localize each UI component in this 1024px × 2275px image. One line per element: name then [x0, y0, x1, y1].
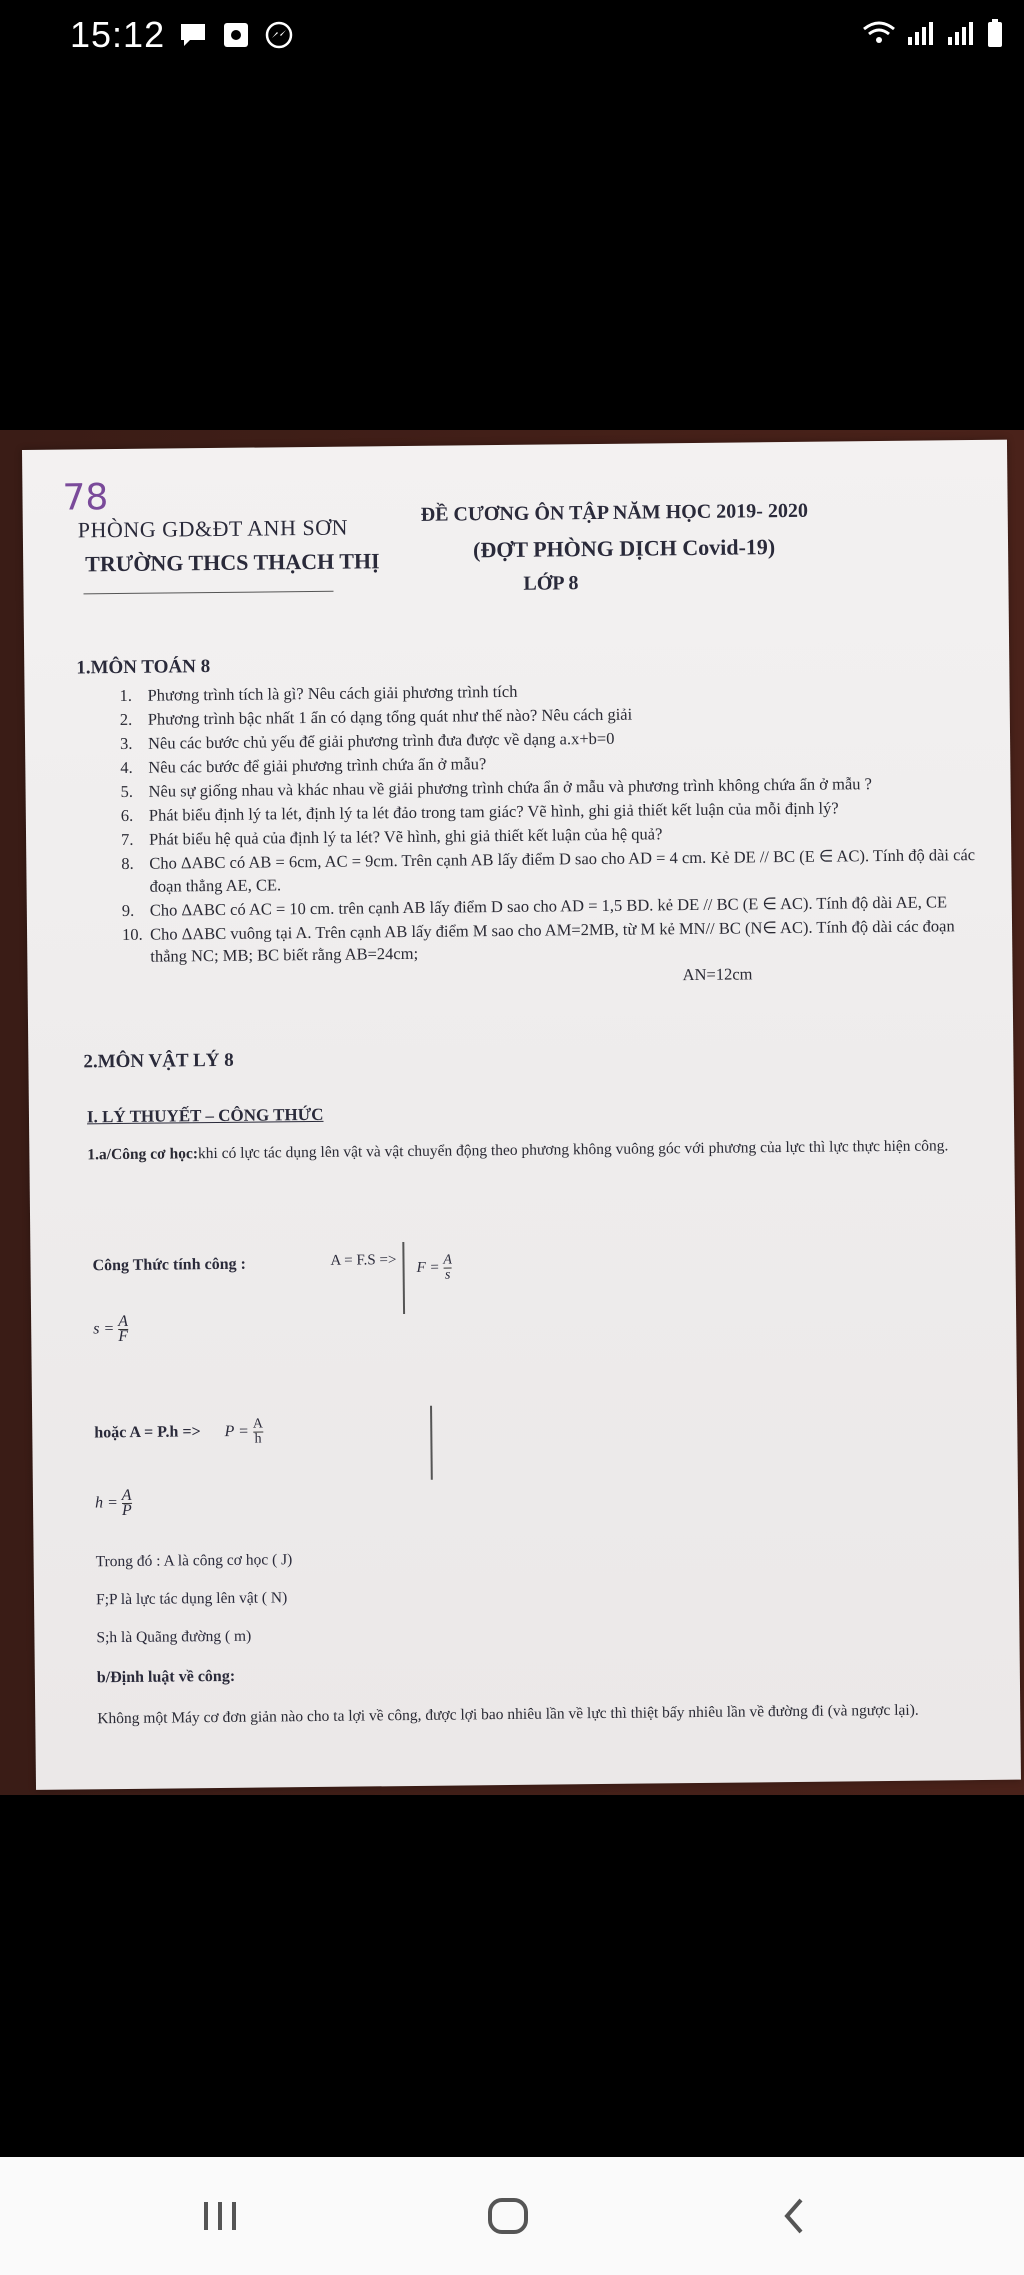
department-name: PHÒNG GD&ĐT ANH SƠN: [77, 514, 349, 543]
document-subtitle: (ĐỢT PHÒNG DỊCH Covid-19): [472, 534, 776, 563]
school-name: TRƯỜNG THCS THẠCH THỊ: [85, 548, 380, 577]
list-item: 3. Nêu các bước chủ yếu để giải phương trình đưa được về dạng a.x+b=0: [119, 728, 615, 753]
chat-icon: [178, 21, 208, 49]
grade-label: LỚP 8: [523, 572, 579, 595]
formula-distance: s = $\frac{A}{F}$: [93, 1312, 129, 1346]
home-button[interactable]: [478, 2193, 538, 2239]
list-item: 9. Cho ΔABC có AC = 10 cm. trên cạnh AB lấy điểm D sao cho AD = 1,5 BD. kẻ DE // BC (E ∈ AC). Tính độ dài AE, CE: [121, 891, 948, 920]
wifi-icon: [862, 19, 896, 47]
list-item: 10. Cho ΔABC vuông tại A. Trên cạnh AB lấy điểm M sao cho AM=2MB, từ M kẻ MN// BC (N∈ AC). Tính độ dài các đoạn thẳng NC; MB; BC biết rằng AB=24cm;: [121, 915, 955, 966]
formula-work-weight: hoặc A = P.h => P = $\frac{A}{h}$: [94, 1416, 264, 1447]
item10-tail: AN=12cm: [682, 964, 753, 985]
list-item: 8. Cho ΔABC có AB = 6cm, AC = 9cm. Trên cạnh AB lấy điểm D sao cho AD = 4 cm. Kẻ DE // BC (E ∈ AC). Tính độ dài các đoạn thẳng AE, CE.: [121, 845, 976, 896]
navigation-bar: [0, 2157, 1024, 2275]
math-question-list: [119, 676, 982, 992]
formula-label: Công Thức tính công :: [92, 1255, 246, 1275]
clock: 15:12: [70, 14, 166, 55]
list-item: 4. Nêu các bước để giải phương trình chứa ẩn ở mẫu?: [120, 754, 487, 777]
notification-icons: [178, 20, 294, 50]
law-of-work-heading: b/Định luật về công:: [96, 1667, 236, 1687]
recent-apps-icon: [200, 2198, 240, 2234]
list-item: 1. Phương trình tích là gì? Nêu cách giải phương trình tích: [119, 681, 518, 705]
back-button[interactable]: [764, 2193, 824, 2239]
home-icon: [486, 2196, 530, 2236]
list-item: 5. Nêu sự giống nhau và khác nhau về giải phương trình chứa ẩn ở mẫu và phương trình không chứa ẩn ở mẫu ?: [120, 774, 873, 801]
mechanical-work-definition: 1.a/Công cơ học:khi có lực tác dụng lên vật và vật chuyển động theo phương không vuông góc với phương của lực thì lực thực hiện công.: [87, 1137, 949, 1164]
header-underline: [84, 591, 334, 595]
where-note: Trong đó : A là công cơ học ( J): [95, 1551, 293, 1571]
back-icon: [779, 2196, 809, 2236]
section-physics-title: 2.MÔN VẬT LÝ 8: [83, 1049, 234, 1073]
status-bar: [0, 0, 1024, 72]
formula-height: h = $\frac{A}{P}$: [94, 1486, 132, 1520]
screen-record-icon: [222, 21, 250, 49]
formula-divider-2: [430, 1406, 433, 1480]
formula-work: A = F.S =>: [330, 1252, 397, 1269]
formula-force: F = $\frac{A}{s}$: [416, 1252, 452, 1283]
signal-icon: [946, 19, 976, 47]
force-unit-note: F;P là lực tác dụng lên vật ( N): [95, 1589, 288, 1609]
paper-sheet: [22, 440, 1021, 1790]
handwritten-mark: 78: [62, 477, 109, 519]
section-math-title: 1.MÔN TOÁN 8: [76, 656, 211, 679]
distance-unit-note: S;h là Quãng đường ( m): [96, 1627, 252, 1647]
signal-icon: [906, 19, 936, 47]
system-icons: [862, 18, 1004, 48]
document-photo[interactable]: [0, 430, 1024, 1795]
recent-apps-button[interactable]: [190, 2193, 250, 2239]
messenger-icon: [264, 20, 294, 50]
battery-icon: [986, 18, 1004, 48]
theory-heading: I. LÝ THUYẾT – CÔNG THỨC: [86, 1104, 324, 1127]
list-item: 6. Phát biểu định lý ta lét, định lý ta lét đảo trong tam giác? Vẽ hình, ghi giả thiết kết luận của mỗi định lý?: [120, 798, 839, 825]
formula-divider: [402, 1242, 405, 1314]
law-of-work-text: Không một Máy cơ đơn giản nào cho ta lợi về công, được lợi bao nhiêu lần về lực thì thiệt bấy nhiêu lần về đường đi (và ngược lại).: [97, 1701, 919, 1728]
document-title: ĐỀ CƯƠNG ÔN TẬP NĂM HỌC 2019- 2020: [420, 499, 809, 526]
list-item: 2. Phương trình bậc nhất 1 ẩn có dạng tổng quát như thế nào? Nêu cách giải: [119, 704, 633, 729]
list-item: 7. Phát biểu hệ quả của định lý ta lét? Vẽ hình, ghi giả thiết kết luận của hệ quả?: [120, 824, 663, 849]
